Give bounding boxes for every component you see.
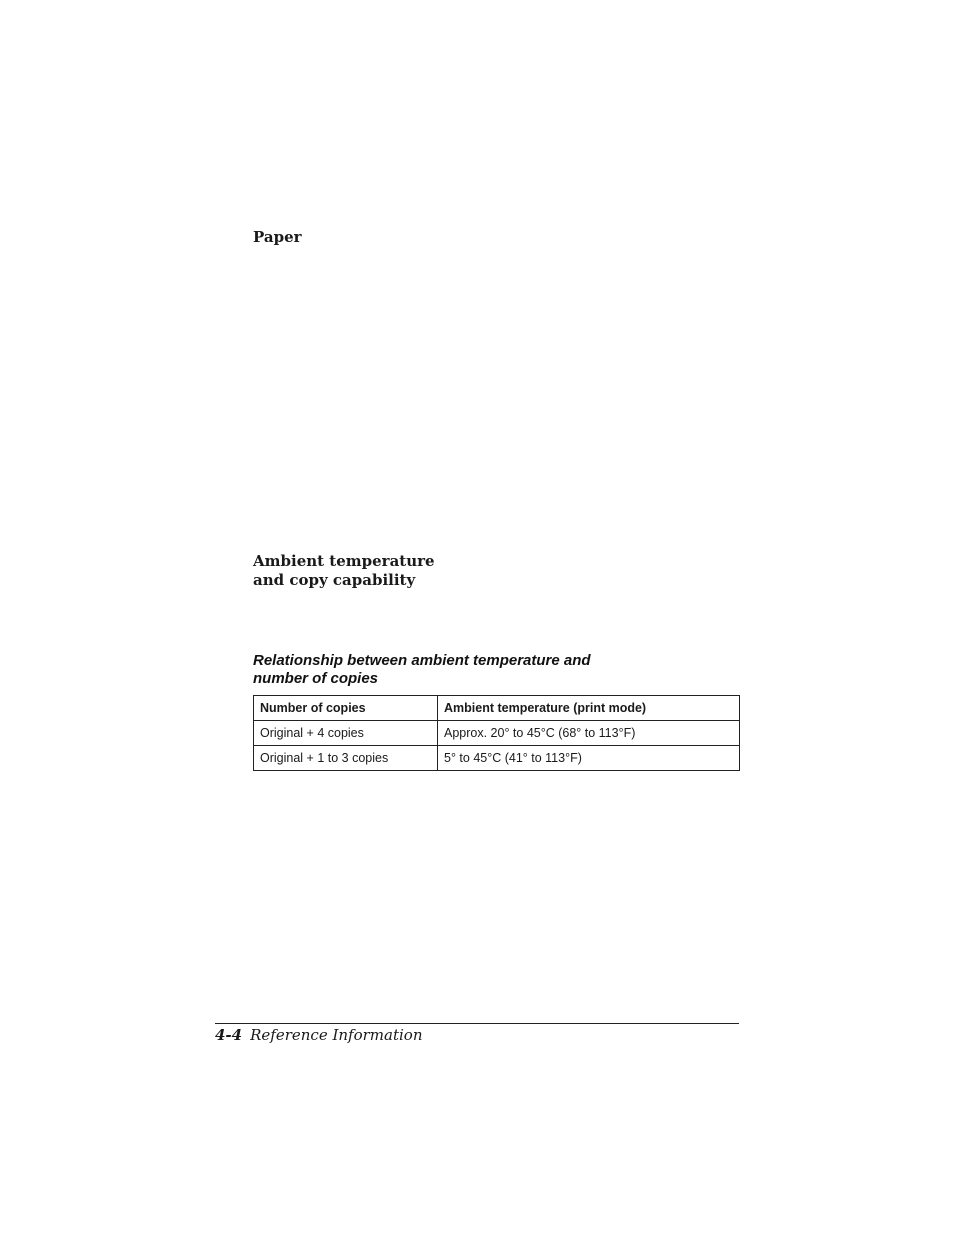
- footer-divider: [215, 1023, 739, 1024]
- cell-copies: Original + 1 to 3 copies: [254, 746, 438, 771]
- table-caption-line-1: Relationship between ambient temperature and: [253, 652, 591, 669]
- ambient-heading-line-2: and copy capability: [253, 571, 416, 589]
- footer-section-title: Reference Information: [250, 1026, 423, 1044]
- header-number-of-copies: Number of copies: [254, 696, 438, 721]
- cell-temperature: 5° to 45°C (41° to 113°F): [438, 746, 740, 771]
- paper-heading: Paper: [253, 228, 302, 246]
- page-number: 4-4: [215, 1026, 243, 1044]
- table-row: [254, 721, 740, 746]
- cell-copies: Original + 4 copies: [254, 721, 438, 746]
- temperature-copies-table: [253, 695, 740, 771]
- table-caption: [253, 652, 673, 688]
- header-ambient-temperature: Ambient temperature (print mode): [438, 696, 740, 721]
- table-row: [254, 746, 740, 771]
- page-footer: [215, 1025, 423, 1045]
- ambient-temperature-heading: [253, 552, 435, 590]
- ambient-heading-line-1: Ambient temperature: [253, 552, 435, 570]
- table-caption-line-2: number of copies: [253, 670, 379, 687]
- table-header-row: [254, 696, 740, 721]
- cell-temperature: Approx. 20° to 45°C (68° to 113°F): [438, 721, 740, 746]
